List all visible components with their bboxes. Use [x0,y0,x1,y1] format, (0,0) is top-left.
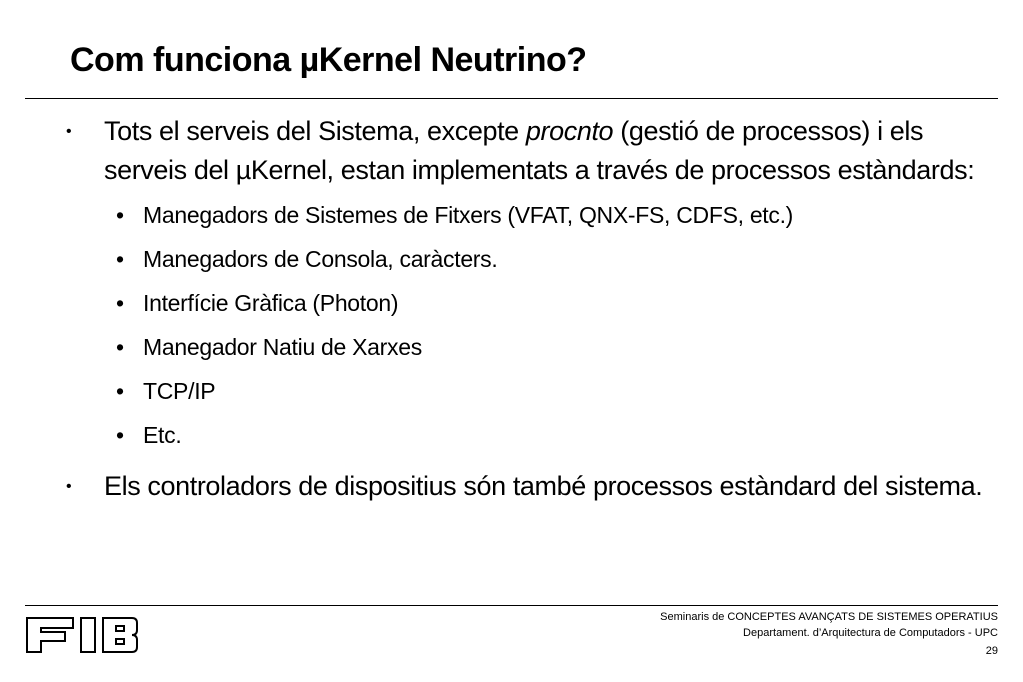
sub-bullet-list [66,199,996,463]
bullet-dot-icon: • [116,246,124,272]
sub-bullet-text: Manegadors de Consola, caràcters. [143,246,498,272]
bullet-dot-icon: • [116,422,124,448]
sub-bullet-text: TCP/IP [143,378,216,404]
sub-bullet-text: Etc. [143,422,182,448]
sub-bullet-item [66,243,996,287]
bullet-1-text-before: Tots el serveis del Sistema, excepte [104,116,526,146]
sub-bullet-text: Manegadors de Sistemes de Fitxers (VFAT, QNX-FS, CDFS, etc.) [143,202,794,228]
bullet-dot-icon: • [116,290,124,316]
slide-content [66,112,996,506]
sub-bullet-text: Manegador Natiu de Xarxes [143,334,422,360]
bullet-dot-icon: • [116,334,124,360]
bullet-dot-icon: • [116,202,124,228]
bullet-item-1 [66,112,996,190]
sub-bullet-item [66,375,996,419]
bullet-2-text: Els controladors de dispositius són també processos estàndard del sistema. [104,471,983,501]
bullet-dot-icon: • [66,123,72,140]
sub-bullet-item [66,419,996,463]
page-number: 29 [985,645,998,657]
footer-department-line: Departament. d’Arquitectura de Computadors - UPC [743,627,998,639]
sub-bullet-item [66,199,996,243]
fib-logo-icon [26,616,138,654]
bullet-1-emphasis: procnto [525,116,614,146]
slide-title: Com funciona µKernel Neutrino? [70,41,587,79]
footer-text [660,609,998,641]
bullet-item-2 [66,467,996,506]
footer-course-line: Seminaris de CONCEPTES AVANÇATS DE SISTEMES OPERATIUS [660,611,998,623]
bullet-1-text-after: (gestió de processos) i els serveis del µKernel, estan implementats a través de processos estàndards: [104,116,975,185]
title-divider [25,98,998,99]
footer-divider [25,605,998,606]
sub-bullet-text: Interfície Gràfica (Photon) [143,290,399,316]
bullet-dot-icon: • [66,478,72,495]
sub-bullet-item [66,287,996,331]
bullet-dot-icon: • [116,378,124,404]
sub-bullet-item [66,331,996,375]
